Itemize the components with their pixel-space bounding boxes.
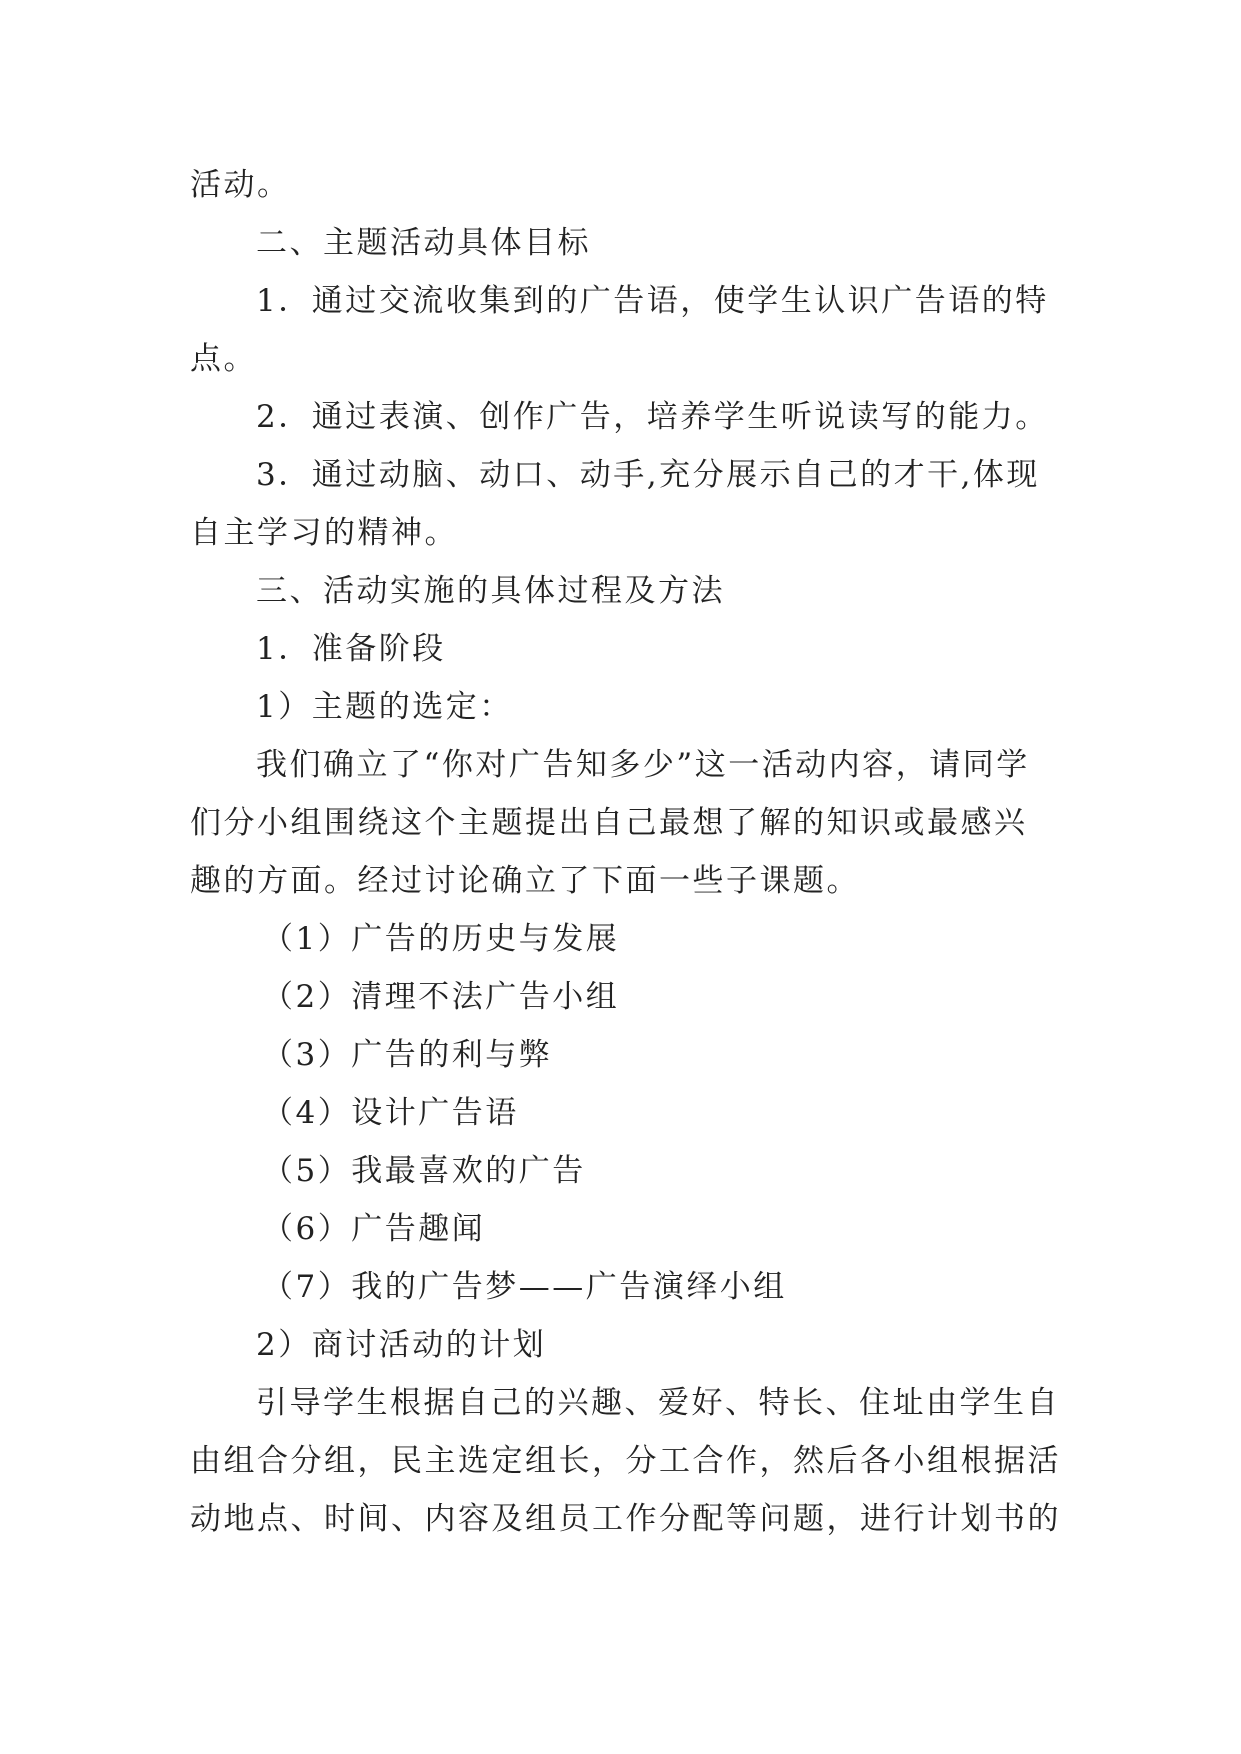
section-heading: 二、主题活动具体目标 — [256, 225, 591, 261]
list-item: （4）设计广告语 — [262, 1095, 519, 1131]
list-item: （7）我的广告梦——广告演绎小组 — [262, 1269, 787, 1305]
paragraph-line: 活动。 — [190, 167, 291, 203]
paragraph-line: 引导学生根据自己的兴趣、爱好、特长、住址由学生自 — [256, 1385, 1060, 1421]
paragraph-line: 自主学习的精神。 — [190, 515, 458, 551]
list-item: （2）清理不法广告小组 — [262, 979, 620, 1015]
paragraph-line: 1．通过交流收集到的广告语，使学生认识广告语的特 — [256, 283, 1049, 319]
paragraph-line: 动地点、时间、内容及组员工作分配等问题，进行计划书的 — [190, 1501, 1061, 1537]
list-item: （6）广告趣闻 — [262, 1211, 486, 1247]
list-item: （1）广告的历史与发展 — [262, 921, 620, 957]
list-item: （3）广告的利与弊 — [262, 1037, 553, 1073]
section-heading: 三、活动实施的具体过程及方法 — [256, 573, 725, 609]
paragraph-line: 趣的方面。经过讨论确立了下面一些子课题。 — [190, 863, 860, 899]
subsection-heading: 2）商讨活动的计划 — [256, 1327, 547, 1363]
paragraph-line: 我们确立了“你对广告知多少”这一活动内容，请同学 — [256, 747, 1030, 783]
list-item: （5）我最喜欢的广告 — [262, 1153, 586, 1189]
subsection-heading: 1．准备阶段 — [256, 631, 446, 667]
paragraph-line: 点。 — [190, 341, 257, 377]
paragraph-line: 3．通过动脑、动口、动手,充分展示自己的才干,体现 — [256, 457, 1040, 493]
paragraph-line: 们分小组围绕这个主题提出自己最想了解的知识或最感兴 — [190, 805, 1028, 841]
paragraph-line: 由组合分组，民主选定组长，分工合作，然后各小组根据活 — [190, 1443, 1061, 1479]
paragraph-line: 2．通过表演、创作广告，培养学生听说读写的能力。 — [256, 399, 1049, 435]
subsection-heading: 1）主题的选定： — [256, 689, 513, 725]
